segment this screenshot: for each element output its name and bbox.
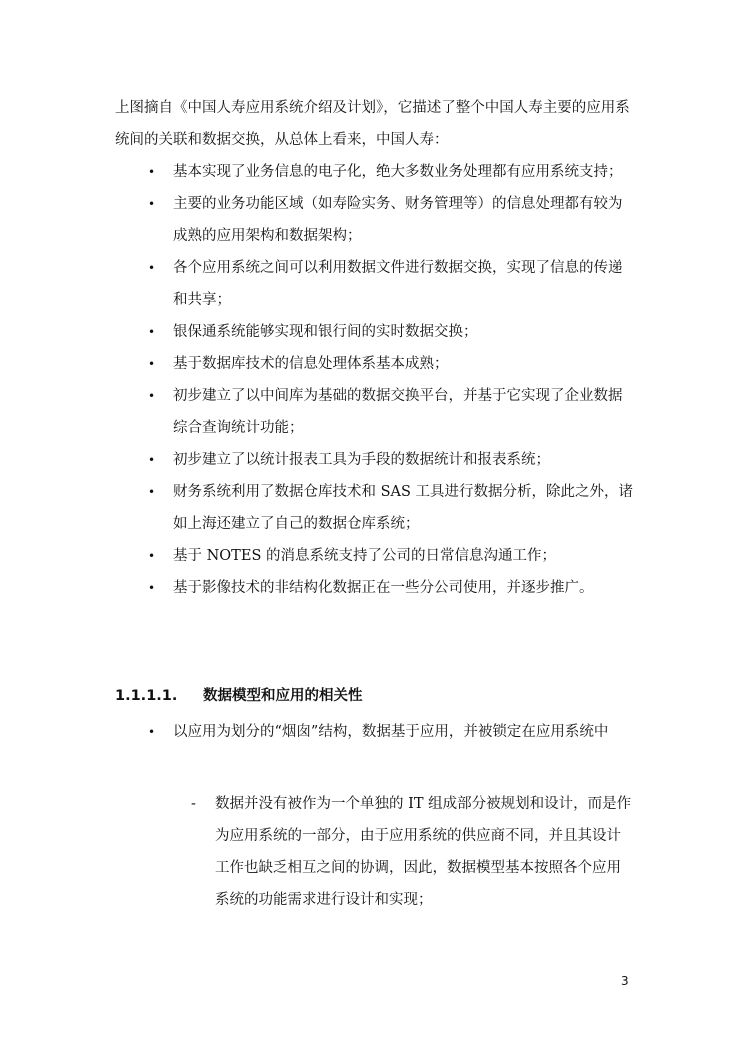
bullet-text: 主要的业务功能区域（如寿险实务、财务管理等）的信息处理都有较为成熟的应用架构和数据架构； xyxy=(173,196,623,244)
bullet-item xyxy=(115,348,635,380)
summary-bullet-list xyxy=(115,156,635,604)
bullet-icon: • xyxy=(148,725,156,739)
bullet-icon: • xyxy=(148,325,156,339)
bullet-icon: • xyxy=(148,389,156,403)
bullet-icon: • xyxy=(148,357,156,371)
dash-list xyxy=(115,788,635,916)
bullet-icon: • xyxy=(148,261,156,275)
bullet-text: 基本实现了业务信息的电子化，绝大多数业务处理都有应用系统支持； xyxy=(173,164,623,180)
bullet-text: 各个应用系统之间可以利用数据文件进行数据交换，实现了信息的传递和共享； xyxy=(173,260,623,308)
bullet-item xyxy=(115,156,635,188)
section-number: 1.1.1.1. xyxy=(115,688,178,704)
bullet-text: 以应用为划分的“烟囱”结构，数据基于应用，并被锁定在应用系统中 xyxy=(173,724,609,740)
section-heading xyxy=(115,680,635,712)
bullet-text: 银保通系统能够实现和银行间的实时数据交换； xyxy=(173,324,478,340)
bullet-text: 初步建立了以中间库为基础的数据交换平台，并基于它实现了企业数据综合查询统计功能； xyxy=(173,388,623,436)
bullet-item xyxy=(115,316,635,348)
bullet-text: 初步建立了以统计报表工具为手段的数据统计和报表系统； xyxy=(173,452,550,468)
page-number: 3 xyxy=(621,974,629,988)
dash-icon: - xyxy=(191,796,196,812)
bullet-icon: • xyxy=(148,165,156,179)
bullet-item xyxy=(115,572,635,604)
bullet-icon: • xyxy=(148,549,156,563)
bullet-text: 基于 NOTES 的消息系统支持了公司的日常信息沟通工作； xyxy=(173,548,556,564)
section-title: 数据模型和应用的相关性 xyxy=(203,688,363,704)
bullet-item xyxy=(115,540,635,572)
dash-item xyxy=(115,788,635,916)
bullet-item xyxy=(115,444,635,476)
bullet-icon: • xyxy=(148,197,156,211)
dash-text: 数据并没有被作为一个单独的 IT 组成部分被规划和设计，而是作为应用系统的一部分，由于应用系统的供应商不同，并且其设计工作也缺乏相互之间的协调，因此，数据模型基本按照各个应用系统的功能需求进行设计和实现； xyxy=(215,796,632,908)
bullet-item xyxy=(115,380,635,444)
bullet-item xyxy=(115,188,635,252)
intro-paragraph: 上图摘自《中国人寿应用系统介绍及计划》，它描述了整个中国人寿主要的应用系统间的关联和数据交换，从总体上看来，中国人寿： xyxy=(115,100,630,148)
bullet-text: 基于影像技术的非结构化数据正在一些分公司使用，并逐步推广。 xyxy=(173,580,594,596)
bullet-item xyxy=(115,252,635,316)
bullet-icon: • xyxy=(148,581,156,595)
bullet-text: 基于数据库技术的信息处理体系基本成熟； xyxy=(173,356,449,372)
bullet-item xyxy=(115,476,635,540)
bullet-icon: • xyxy=(148,485,156,499)
bullet-icon: • xyxy=(148,453,156,467)
bullet-text: 财务系统利用了数据仓库技术和 SAS 工具进行数据分析，除此之外，诸如上海还建立了自己的数据仓库系统； xyxy=(173,484,634,532)
bullet-item xyxy=(115,716,635,748)
section-bullet-list xyxy=(115,716,635,748)
